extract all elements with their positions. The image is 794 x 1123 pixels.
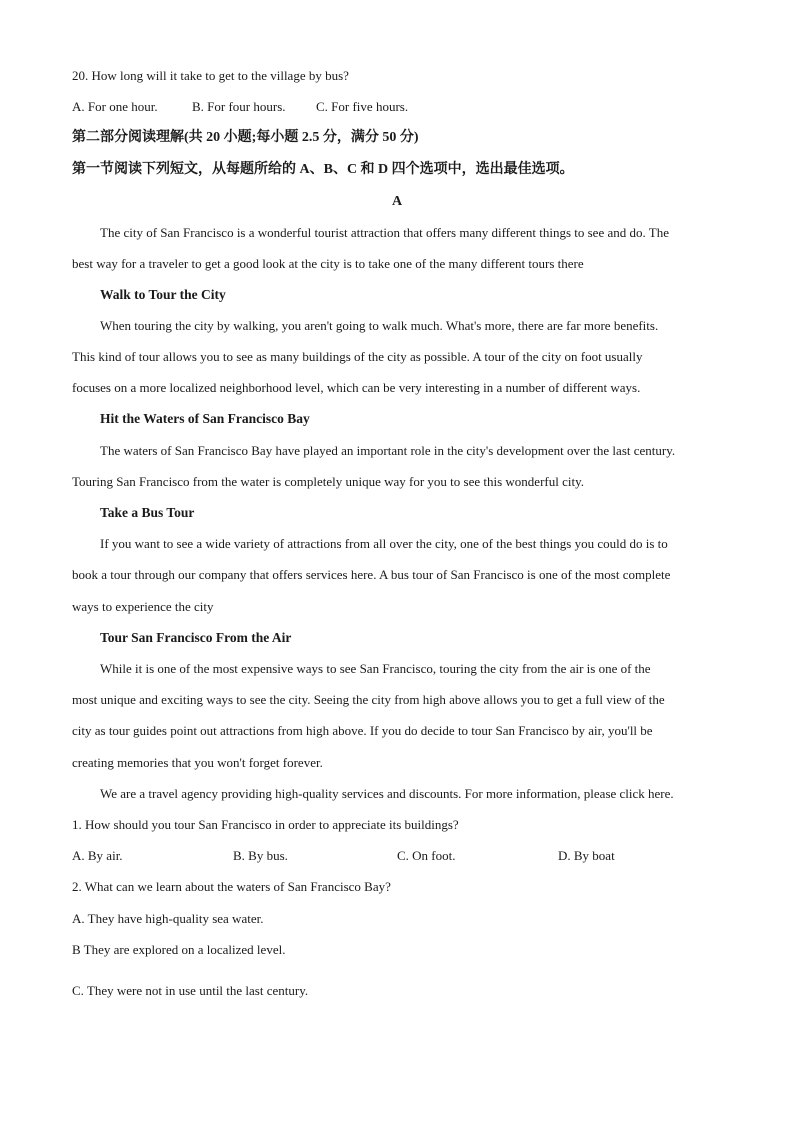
- section-bus-line-3: ways to experience the city: [72, 599, 214, 614]
- section-air-line-2: most unique and exciting ways to see the city. Seeing the city from high above allows you to get a full view of the: [72, 692, 665, 707]
- passage-intro-line-1: The city of San Francisco is a wonderful tourist attraction that offers many different things to see and do. The: [100, 225, 669, 240]
- q1-option-b: B. By bus.: [233, 848, 288, 863]
- part2-title: 第二部分阅读理解(共 20 小题;每小题 2.5 分，满分 50 分): [72, 130, 419, 145]
- section-bus-line-1: If you want to see a wide variety of attractions from all over the city, one of the best things you could do is to: [100, 536, 668, 551]
- section-walk-line-2: This kind of tour allows you to see as many buildings of the city as possible. A tour of the city on foot usually: [72, 349, 643, 364]
- part2-section1-instructions: 第一节阅读下列短文，从每题所给的 A、B、C 和 D 四个选项中，选出最佳选项。: [72, 162, 574, 177]
- section-air-line-4: creating memories that you won't forget forever.: [72, 755, 323, 770]
- section-bus-line-2: book a tour through our company that offers services here. A bus tour of San Francisco is one of the most complete: [72, 567, 671, 582]
- q1-option-c: C. On foot.: [397, 848, 456, 863]
- section-heading-walk: Walk to Tour the City: [100, 287, 226, 302]
- section-air-line-1: While it is one of the most expensive ways to see San Francisco, touring the city from the air is one of the: [100, 661, 651, 676]
- q1-option-a: A. By air.: [72, 848, 123, 863]
- section-heading-bus: Take a Bus Tour: [100, 505, 195, 520]
- q20-option-c: C. For five hours.: [316, 99, 409, 114]
- passage-label: A: [391, 194, 403, 209]
- q2-option-b: B They are explored on a localized level.: [72, 942, 286, 957]
- q20-option-b: B. For four hours.: [192, 99, 286, 114]
- q1-stem: 1. How should you tour San Francisco in order to appreciate its buildings?: [72, 817, 459, 832]
- q2-stem: 2. What can we learn about the waters of San Francisco Bay?: [72, 879, 391, 894]
- section-air-line-3: city as tour guides point out attractions from high above. If you do decide to tour San Francisco by air, you'll be: [72, 723, 653, 738]
- passage-closing: We are a travel agency providing high-quality services and discounts. For more information, please click here.: [100, 786, 674, 801]
- section-heading-waters: Hit the Waters of San Francisco Bay: [100, 411, 310, 426]
- q2-option-c: C. They were not in use until the last century.: [72, 983, 309, 998]
- section-waters-line-2: Touring San Francisco from the water is completely unique way for you to see this wonderful city.: [72, 474, 584, 489]
- q20-option-a: A. For one hour.: [72, 99, 158, 114]
- q20-stem: 20. How long will it take to get to the village by bus?: [72, 68, 349, 83]
- q1-option-d: D. By boat: [558, 848, 615, 863]
- section-walk-line-1: When touring the city by walking, you aren't going to walk much. What's more, there are far more benefits.: [100, 318, 659, 333]
- section-walk-line-3: focuses on a more localized neighborhood level, which can be very interesting in a number of different ways.: [72, 380, 641, 395]
- passage-intro-line-2: best way for a traveler to get a good look at the city is to take one of the many different tours there: [72, 256, 584, 271]
- section-waters-line-1: The waters of San Francisco Bay have played an important role in the city's development over the last century.: [100, 443, 676, 458]
- q2-option-a: A. They have high-quality sea water.: [72, 911, 264, 926]
- section-heading-air: Tour San Francisco From the Air: [100, 630, 292, 645]
